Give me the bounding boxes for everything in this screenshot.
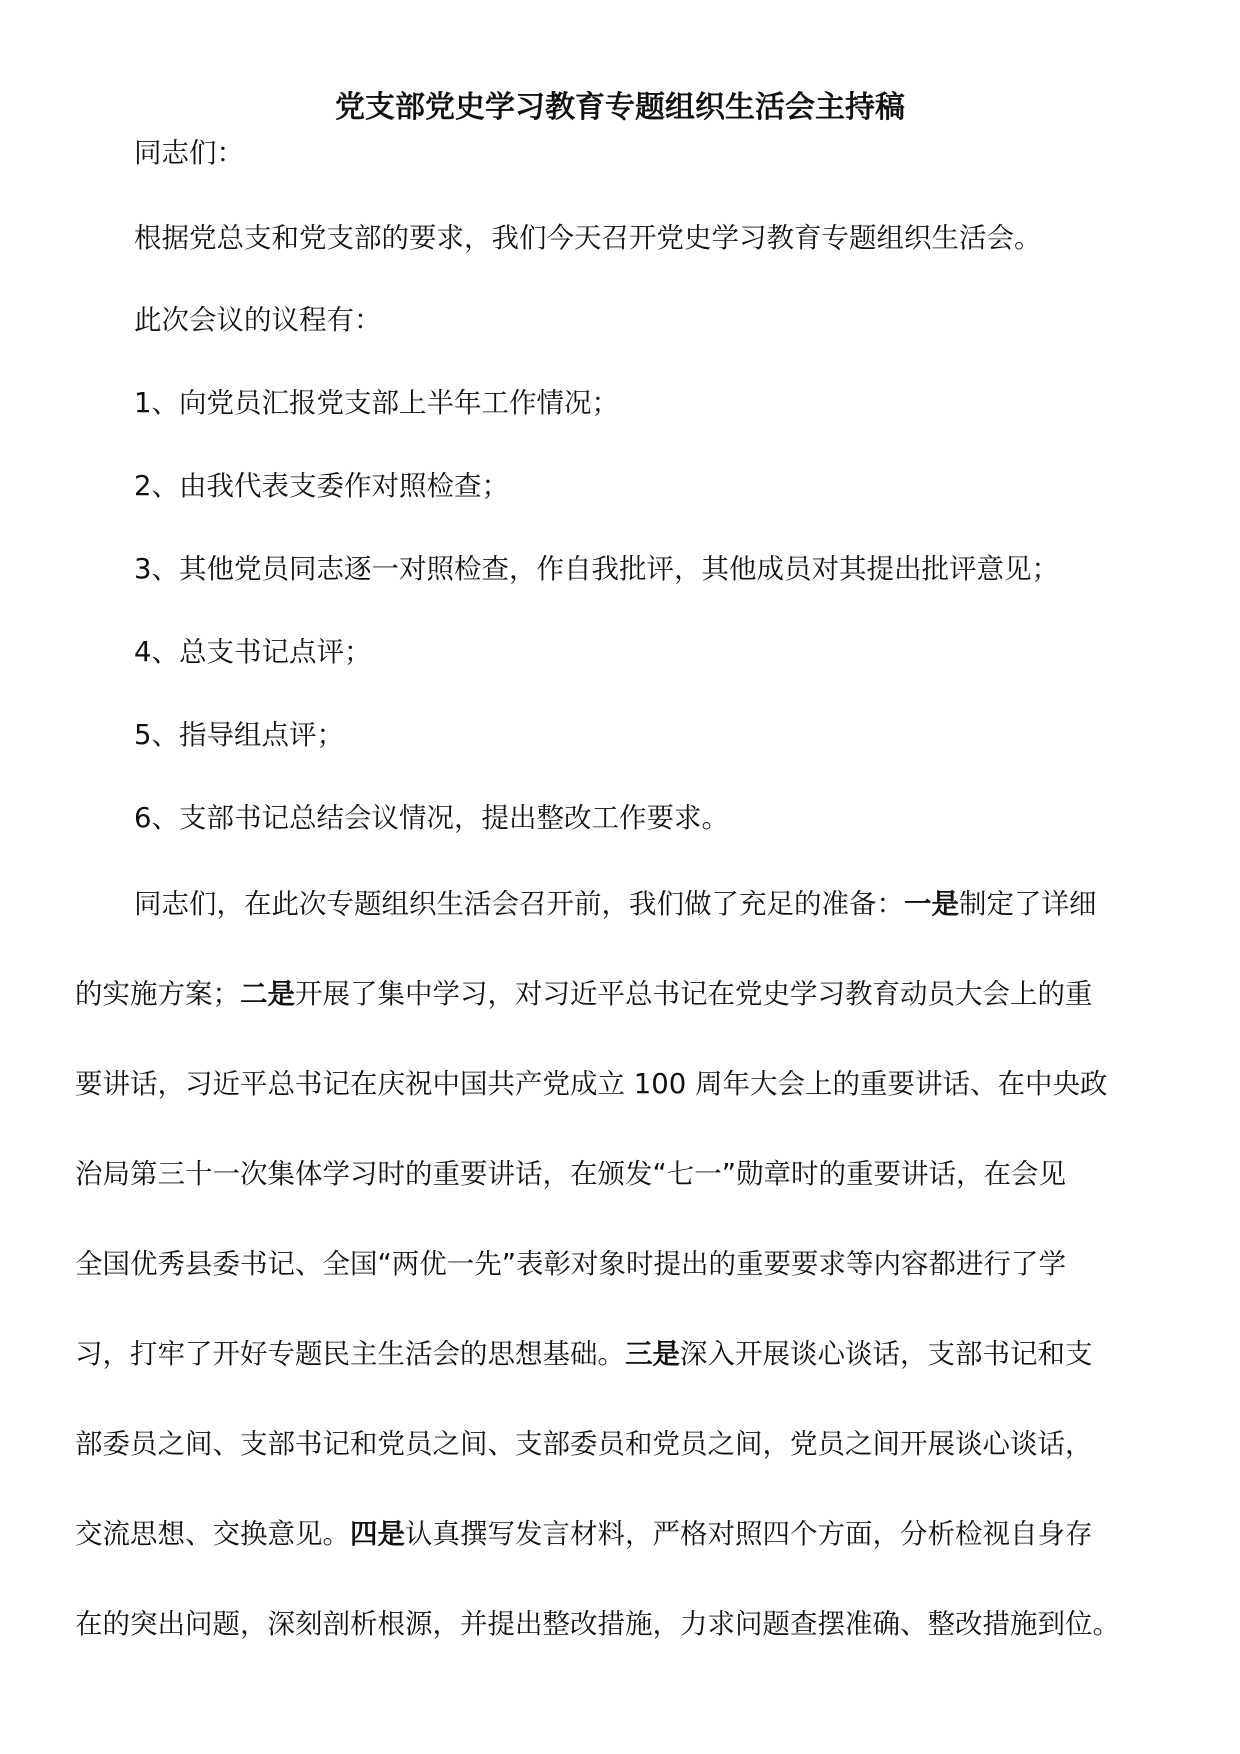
preparation-line-6 [75,1334,1093,1374]
bold-marker-2: 二是 [240,978,295,1010]
document-title: 党支部党史学习教育专题组织生活会主持稿 [335,90,905,125]
preparation-line-3: 要讲话，习近平总书记在庆祝中国共产党成立 100 周年大会上的重要讲话、在中央政 [75,1068,1108,1100]
text-segment: 制定了详细 [959,888,1097,920]
agenda-item-3: 3、其他党员同志逐一对照检查，作自我批评，其他成员对其提出批评意见； [134,553,1059,585]
intro-paragraph: 根据党总支和党支部的要求，我们今天召开党史学习教育专题组织生活会。 [134,222,1042,254]
text-segment: 交流思想、交换意见。 [75,1518,350,1550]
agenda-item-6: 6、支部书记总结会议情况，提出整改工作要求。 [134,802,729,834]
text-segment: 认真撰写发言材料，严格对照四个方面，分析检视自身存 [405,1518,1093,1550]
preparation-line-1 [134,884,1097,924]
bold-marker-3: 三是 [625,1338,680,1370]
preparation-line-4: 治局第三十一次集体学习时的重要讲话，在颁发“七一”勋章时的重要讲话，在会见 [75,1158,1066,1190]
agenda-item-5: 5、指导组点评； [134,719,344,751]
agenda-item-1: 1、向党员汇报党支部上半年工作情况； [134,387,619,419]
bold-marker-4: 四是 [350,1518,405,1550]
text-segment: 习，打牢了开好专题民主生活会的思想基础。 [75,1338,625,1370]
preparation-line-8 [75,1514,1093,1554]
preparation-line-7: 部委员之间、支部书记和党员之间、支部委员和党员之间，党员之间开展谈心谈话， [75,1428,1093,1460]
agenda-label: 此次会议的议程有： [134,304,382,336]
preparation-line-2 [75,974,1093,1014]
text-segment: 开展了集中学习，对习近平总书记在党史学习教育动员大会上的重 [295,978,1093,1010]
text-segment: 同志们，在此次专题组织生活会召开前，我们做了充足的准备： [134,888,904,920]
text-segment: 的实施方案； [75,978,240,1010]
preparation-line-5: 全国优秀县委书记、全国“两优一先”表彰对象时提出的重要要求等内容都进行了学 [75,1248,1066,1280]
agenda-item-4: 4、总支书记点评； [134,636,372,668]
greeting: 同志们： [134,137,244,169]
bold-marker-1: 一是 [904,888,959,920]
agenda-item-2: 2、由我代表支委作对照检查； [134,470,509,502]
preparation-line-9: 在的突出问题，深刻剖析根源，并提出整改措施，力求问题查摆准确、整改措施到位。 [75,1608,1120,1640]
text-segment: 深入开展谈心谈话，支部书记和支 [680,1338,1093,1370]
